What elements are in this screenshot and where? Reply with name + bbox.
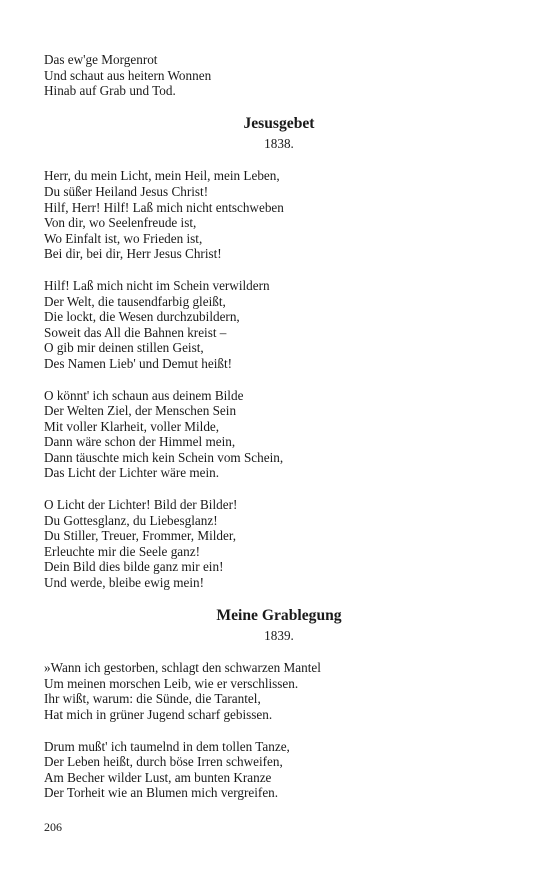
verse-line: Das ew'ge Morgenrot bbox=[44, 52, 158, 67]
verse-line: Hilf, Herr! Hilf! Laß mich nicht entschweben bbox=[44, 199, 284, 215]
stanza bbox=[44, 660, 514, 722]
verse-line: Des Namen Lieb' und Demut heißt! bbox=[44, 355, 233, 371]
poem-jesusgebet bbox=[44, 115, 514, 591]
poem-meine-grablegung bbox=[44, 607, 514, 801]
poem-title: Jesusgebet bbox=[243, 114, 315, 132]
verse-line: Von dir, wo Seelenfreude ist, bbox=[44, 215, 197, 231]
verse-line: Drum mußt' ich taumelnd in dem tollen Tanze, bbox=[44, 738, 290, 754]
verse-line: Der Welten Ziel, der Menschen Sein bbox=[44, 403, 237, 419]
verse-line: O gib mir deinen stillen Geist, bbox=[44, 340, 204, 356]
verse-line: Dein Bild dies bilde ganz mir ein! bbox=[44, 559, 224, 575]
verse-line: »Wann ich gestorben, schlagt den schwarzen Mantel bbox=[44, 660, 321, 676]
verse-line: Du Stiller, Treuer, Frommer, Milder, bbox=[44, 528, 237, 544]
stanza bbox=[44, 168, 514, 262]
intro-stanza bbox=[44, 52, 514, 99]
verse-line: Der Welt, die tausendfarbig gleißt, bbox=[44, 293, 226, 309]
verse-line: Bei dir, bei dir, Herr Jesus Christ! bbox=[44, 246, 222, 262]
poem-year: 1838. bbox=[264, 135, 294, 151]
verse-line: Mit voller Klarheit, voller Milde, bbox=[44, 418, 220, 434]
stanza bbox=[44, 497, 514, 591]
verse-line: Wo Einfalt ist, wo Frieden ist, bbox=[44, 230, 203, 246]
verse-line: Herr, du mein Licht, mein Heil, mein Leben, bbox=[44, 168, 280, 184]
verse-line: Der Leben heißt, durch böse Irren schweifen, bbox=[44, 754, 283, 770]
page-number: 206 bbox=[44, 820, 62, 834]
poem-title: Meine Grablegung bbox=[216, 606, 342, 624]
verse-line: O könnt' ich schaun aus deinem Bilde bbox=[44, 387, 244, 403]
stanza bbox=[44, 278, 514, 372]
verse-line: Du süßer Heiland Jesus Christ! bbox=[44, 183, 209, 199]
verse-line: Dann täuschte mich kein Schein vom Schein, bbox=[44, 449, 284, 465]
verse-line: Das Licht der Lichter wäre mein. bbox=[44, 465, 220, 481]
verse-line: Hat mich in grüner Jugend scharf gebissen. bbox=[44, 707, 273, 722]
verse-line: Und werde, bleibe ewig mein! bbox=[44, 575, 205, 591]
book-page bbox=[44, 52, 514, 817]
stanza bbox=[44, 388, 514, 482]
verse-line: Die lockt, die Wesen durchzubildern, bbox=[44, 309, 240, 325]
verse-line: Erleuchte mir die Seele ganz! bbox=[44, 543, 200, 559]
verse-line: Soweit das All die Bahnen kreist – bbox=[44, 324, 227, 340]
verse-line: Dann wäre schon der Himmel mein, bbox=[44, 434, 236, 450]
verse-line: Hilf! Laß mich nicht im Schein verwildern bbox=[44, 277, 270, 293]
verse-line: O Licht der Lichter! Bild der Bilder! bbox=[44, 497, 238, 513]
verse-line: Und schaut aus heitern Wonnen bbox=[44, 67, 212, 83]
verse-line: Um meinen morschen Leib, wie er verschlissen. bbox=[44, 675, 299, 691]
poem-year: 1839. bbox=[264, 627, 294, 643]
verse-line: Am Becher wilder Lust, am bunten Kranze bbox=[44, 769, 272, 785]
verse-line: Du Gottesglanz, du Liebesglanz! bbox=[44, 512, 218, 528]
verse-line: Ihr wißt, warum: die Sünde, die Tarantel, bbox=[44, 691, 261, 707]
verse-line: Der Torheit wie an Blumen mich vergreifen. bbox=[44, 785, 279, 801]
verse-line: Hinab auf Grab und Tod. bbox=[44, 83, 176, 99]
stanza bbox=[44, 739, 514, 801]
